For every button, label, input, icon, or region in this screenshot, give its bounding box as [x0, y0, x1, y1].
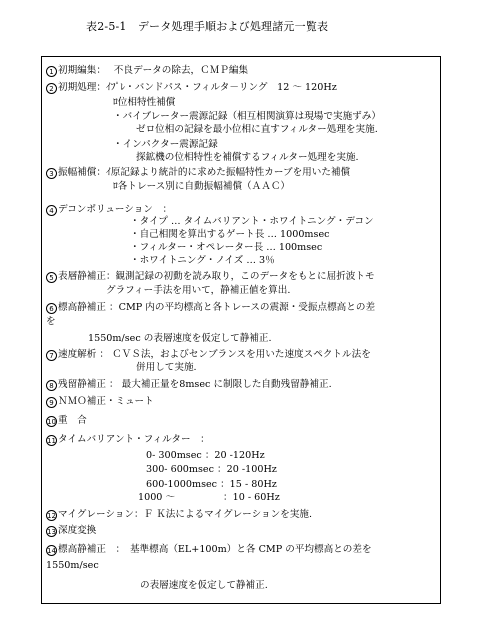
step-text: ﾛ位相特性補償	[113, 97, 176, 108]
step-item-9	[46, 396, 154, 408]
processing-table-frame	[41, 56, 441, 604]
step-text: 標高静補正 ：CMP 内の平均標高と各トレースの震源・受振点標高との差	[58, 302, 376, 313]
step-number-mark: 12	[47, 512, 56, 520]
step-text: タイムバリアント・フィルター ：	[58, 434, 210, 445]
step-text: ・タイプ … タイムバリアント・ホワイトニング・デコン	[130, 216, 374, 227]
step-text: 併用して実施.	[136, 362, 197, 373]
step-text: グラフィー手法を用いて，静補正値を算出.	[106, 285, 291, 296]
step-text: 1000 ～ ：10 - 60Hz	[138, 492, 280, 503]
step-detail-line	[140, 580, 268, 592]
step-number-mark: 4	[46, 205, 57, 216]
step-item-12	[46, 509, 312, 521]
step-text: 探鉱機の位相特性を補償するフィルター処理を実施.	[136, 152, 359, 163]
step-item-7	[46, 349, 371, 361]
step-number-mark: 10	[47, 418, 56, 426]
step-text: ＮＭＯ補正・ミュート	[58, 396, 154, 407]
step-number-mark: 5	[46, 272, 57, 283]
step-item-10	[46, 415, 87, 427]
step-number-mark: 1	[46, 66, 57, 77]
step-text: 深度変換	[58, 525, 97, 536]
step-item-2	[46, 82, 337, 94]
step-detail-line	[130, 229, 330, 241]
step-text: ・自己相関を算出するゲート長 … 1000msec	[130, 229, 330, 240]
step-detail-line	[146, 464, 277, 476]
step-detail-line	[46, 316, 56, 328]
step-detail-line	[130, 255, 275, 267]
step-text: 0- 300msec ：20 -120Hz	[146, 450, 265, 461]
step-detail-line	[130, 216, 374, 228]
step-text: 600-1000msec ：15 - 80Hz	[146, 479, 277, 490]
step-text: 重 合	[58, 415, 87, 426]
step-detail-line	[146, 479, 277, 491]
step-detail-line	[136, 152, 359, 164]
step-detail-line	[46, 560, 99, 572]
step-number-mark: 14	[47, 547, 56, 555]
table-caption: 表2-5-1 データ処理手順および処理諸元一覧表	[86, 20, 329, 33]
step-text: 表層静補正：観測記録の初動を読み取り，このデータをもとに屈折波トモ	[58, 271, 375, 282]
step-number-mark: 6	[46, 303, 57, 314]
step-item-4	[46, 204, 172, 216]
step-text: ・インパクター震源記録	[113, 139, 218, 150]
step-item-11	[46, 434, 210, 446]
step-detail-line	[88, 333, 272, 345]
step-number-mark: 3	[46, 168, 57, 179]
step-item-5	[46, 271, 375, 283]
step-number-mark: 8	[46, 380, 57, 391]
step-text: 1550m/sec の表層速度を仮定して静補正.	[88, 333, 272, 344]
step-text: ゼロ位相の記録を最小位相に直すフィルター処理を実施.	[136, 124, 378, 135]
step-item-14	[46, 544, 372, 556]
step-number-mark: 13	[47, 528, 56, 536]
step-detail-line	[130, 242, 322, 254]
step-number-mark: 2	[46, 83, 57, 94]
step-text: を	[46, 316, 56, 327]
step-item-3	[46, 167, 350, 179]
step-text: ・フィルター・オペレーター長 … 100msec	[130, 242, 323, 253]
step-number-mark: 7	[46, 350, 57, 361]
step-number-mark: 11	[47, 437, 56, 445]
step-text: 標高静補正 ： 基準標高（EL+100m）と各 CMP の平均標高との差を	[58, 544, 372, 555]
step-detail-line	[113, 111, 381, 123]
step-item-13	[46, 525, 96, 537]
step-item-1	[46, 65, 248, 77]
step-text: ・ホワイトニング・ノイズ … 3％	[130, 255, 275, 266]
step-text: 1550m/sec	[46, 560, 99, 571]
step-text: マイグレーション：Ｆ Ｋ法によるマイグレーションを実施.	[58, 509, 312, 520]
step-text: の表層速度を仮定して静補正.	[140, 580, 268, 591]
step-detail-line	[113, 97, 175, 109]
step-text: 速度解析 ： ＣＶＳ法，およびセンブランスを用いた速度スペクトル法を	[58, 349, 371, 360]
step-detail-line	[106, 285, 290, 297]
step-text: 残留静補正 ： 最大補正量を8msec に制限した自動残留静補正.	[58, 379, 332, 390]
step-text: 初期処理：ｲﾌﾟﾚ・バンドパス・フィルタ－リング 12 ～ 120Hz	[58, 82, 337, 93]
step-detail-line	[146, 450, 265, 462]
step-detail-line	[136, 362, 197, 374]
step-item-8	[46, 379, 332, 391]
step-text: 初期編集： 不良データの除去，ＣＭＰ編集	[58, 65, 249, 76]
step-text: 振幅補償：ｲ原記録より統計的に求めた振幅特性カーブを用いた補償	[58, 167, 351, 178]
step-detail-line	[113, 139, 218, 151]
step-text: デコンボリューション ：	[58, 204, 173, 215]
step-text: ﾛ各トレース別に自動振幅補償（ＡＡＣ）	[113, 181, 291, 192]
step-text: ・バイブレーター震源記録（相互相関演算は現場で実施ずみ）	[113, 111, 381, 122]
step-item-6	[46, 302, 375, 314]
step-text: 300- 600msec ：20 -100Hz	[146, 464, 277, 475]
step-detail-line	[136, 124, 378, 136]
step-number-mark: 9	[46, 397, 57, 408]
step-detail-line	[113, 181, 290, 193]
step-detail-line	[138, 492, 280, 504]
